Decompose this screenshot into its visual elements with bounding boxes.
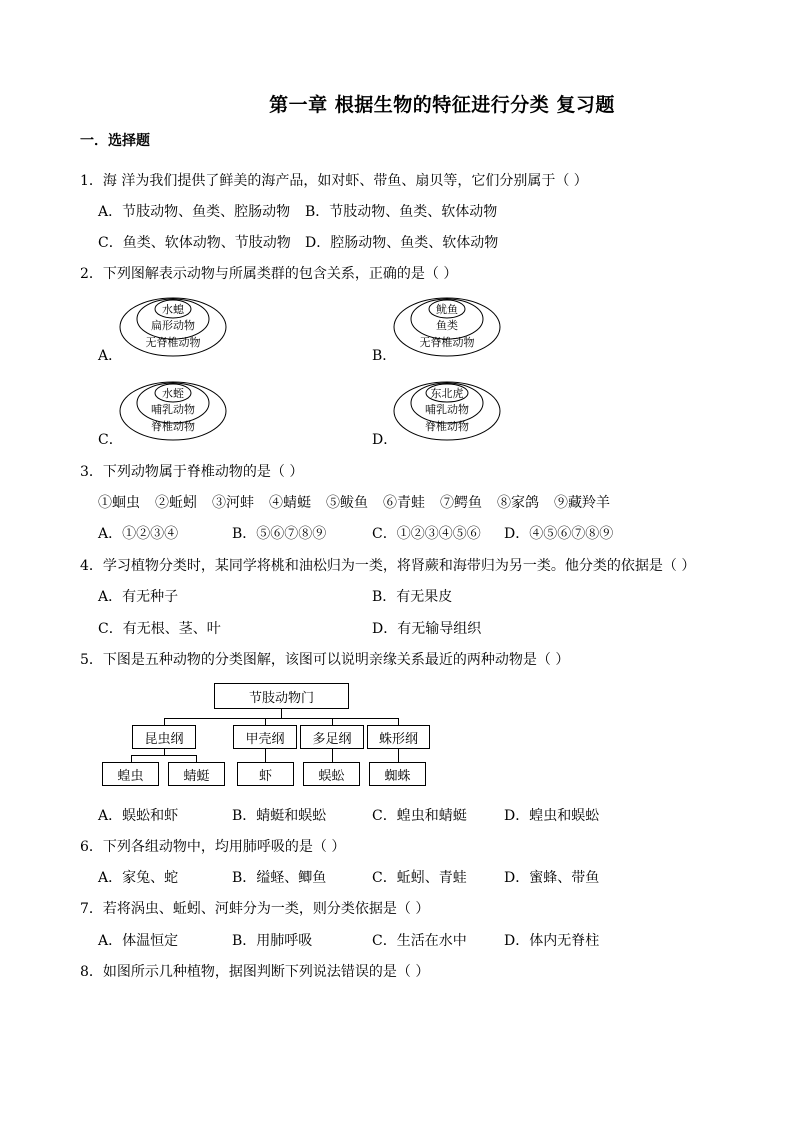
q4-option-d[interactable]: D．有无输导组织: [372, 621, 482, 637]
q1-option-d[interactable]: D．腔肠动物、鱼类、软体动物: [305, 235, 499, 251]
q3-item: ⑦鳄鱼: [440, 495, 482, 511]
q2d-inner-label: 东北虎: [430, 387, 464, 400]
q3-item: ⑤鲅鱼: [326, 495, 368, 511]
q3-option-b[interactable]: B．⑤⑥⑦⑧⑨: [232, 526, 327, 542]
question-2-stem: 2．下列图解表示动物与所属类群的包含关系，正确的是（ ）: [80, 266, 458, 282]
tree-animal-dragonfly: 蜻蜓: [168, 762, 225, 786]
tree-connector: [265, 749, 266, 762]
q3-item: ①蛔虫: [98, 495, 140, 511]
q2-diagram-a: [118, 296, 228, 362]
q4-option-c[interactable]: C．有无根、茎、叶: [98, 621, 221, 637]
tree-connector: [265, 718, 266, 725]
q6-option-a[interactable]: A．家兔、蛇: [98, 870, 179, 886]
q2c-mid-label: 哺乳动物: [151, 403, 195, 416]
q1-option-b[interactable]: B．节肢动物、鱼类、软体动物: [305, 204, 498, 220]
q2-diagram-c: [118, 380, 228, 446]
tree-connector: [164, 718, 398, 719]
tree-class-insecta: 昆虫纲: [132, 725, 196, 749]
q2a-inner-label: 水螅: [162, 303, 184, 316]
tree-connector: [131, 755, 197, 756]
q7-option-a[interactable]: A．体温恒定: [98, 933, 179, 949]
q1-option-a[interactable]: A．节肢动物、鱼类、腔肠动物: [98, 204, 291, 220]
section-heading: 一．选择题: [80, 133, 150, 149]
question-6-stem: 6．下列各组动物中，均用肺呼吸的是（ ）: [80, 839, 346, 855]
question-4-stem: 4．学习植物分类时，某同学将桃和油松归为一类，将肾蕨和海带归为另一类。他分类的依据是（ ）: [80, 558, 696, 574]
question-1-stem: 1．海 洋为我们提供了鲜美的海产品，如对虾、带鱼、扇贝等，它们分别属于（ ）: [80, 173, 588, 189]
q7-option-b[interactable]: B．用肺呼吸: [232, 933, 313, 949]
question-7-stem: 7．若将涡虫、蚯蚓、河蚌分为一类，则分类依据是（ ）: [80, 901, 430, 917]
q2-option-b-label[interactable]: B．: [372, 348, 397, 364]
tree-root-phylum: 节肢动物门: [214, 683, 349, 709]
q5-option-c[interactable]: C．蝗虫和蜻蜓: [372, 808, 467, 824]
q2b-outer-label: 无脊椎动物: [419, 336, 475, 349]
q2-option-c-label[interactable]: C．: [98, 432, 123, 448]
q3-option-a[interactable]: A．①②③④: [98, 526, 179, 542]
q3-option-d[interactable]: D．④⑤⑥⑦⑧⑨: [504, 526, 614, 542]
tree-connector: [398, 749, 399, 762]
page-title: 第一章 根据生物的特征进行分类 复习题: [269, 94, 615, 116]
q7-option-c[interactable]: C．生活在水中: [372, 933, 467, 949]
q3-item: ③河蚌: [212, 495, 254, 511]
q6-option-c[interactable]: C．蚯蚓、青蛙: [372, 870, 467, 886]
tree-connector: [281, 709, 282, 718]
q2c-outer-label: 脊椎动物: [151, 420, 195, 433]
q2d-mid-label: 哺乳动物: [425, 403, 469, 416]
q2-option-d-label[interactable]: D．: [372, 432, 398, 448]
q5-option-b[interactable]: B．蜻蜓和蜈蚣: [232, 808, 327, 824]
question-3-stem: 3．下列动物属于脊椎动物的是（ ）: [80, 464, 304, 480]
tree-connector: [332, 718, 333, 725]
tree-class-myriapoda: 多足纲: [300, 725, 364, 749]
q4-option-a[interactable]: A．有无种子: [98, 589, 179, 605]
q7-option-d[interactable]: D．体内无脊柱: [504, 933, 600, 949]
tree-animal-centipede: 蜈蚣: [303, 762, 360, 786]
q1-option-c[interactable]: C．鱼类、软体动物、节肢动物: [98, 235, 291, 251]
q3-item: ②蚯蚓: [155, 495, 197, 511]
q2a-outer-label: 无脊椎动物: [145, 336, 201, 349]
tree-animal-locust: 蝗虫: [102, 762, 159, 786]
q3-item: ⑧家鸽: [497, 495, 539, 511]
q6-option-b[interactable]: B．缢蛏、鲫鱼: [232, 870, 327, 886]
tree-connector: [398, 718, 399, 725]
tree-animal-spider: 蜘蛛: [369, 762, 426, 786]
q2c-inner-label: 水蛭: [162, 387, 184, 400]
tree-connector: [131, 755, 132, 762]
q2-diagram-b: [392, 296, 502, 362]
tree-connector: [164, 718, 165, 725]
q5-option-d[interactable]: D．蝗虫和蜈蚣: [504, 808, 600, 824]
tree-connector: [332, 749, 333, 762]
q2b-inner-label: 鱿鱼: [436, 303, 458, 316]
q2-diagram-d: [392, 380, 502, 446]
question-8-stem: 8．如图所示几种植物，据图判断下列说法错误的是（ ）: [80, 964, 430, 980]
q5-option-a[interactable]: A．蜈蚣和虾: [98, 808, 179, 824]
q2-option-a-label[interactable]: A．: [98, 348, 123, 364]
q3-option-c[interactable]: C．①②③④⑤⑥: [372, 526, 481, 542]
q4-option-b[interactable]: B．有无果皮: [372, 589, 453, 605]
q2a-mid-label: 扁形动物: [151, 319, 195, 332]
tree-connector: [196, 755, 197, 762]
q2b-mid-label: 鱼类: [436, 319, 458, 332]
question-5-stem: 5．下图是五种动物的分类图解，该图可以说明亲缘关系最近的两种动物是（ ）: [80, 652, 570, 668]
q3-item: ④蜻蜓: [269, 495, 311, 511]
q2d-outer-label: 脊椎动物: [425, 420, 469, 433]
q3-item: ⑨藏羚羊: [554, 495, 610, 511]
tree-class-arachnida: 蛛形纲: [367, 725, 430, 749]
tree-animal-shrimp: 虾: [237, 762, 294, 786]
q6-option-d[interactable]: D．蜜蜂、带鱼: [504, 870, 600, 886]
q3-item: ⑥青蛙: [383, 495, 425, 511]
tree-class-crustacea: 甲壳纲: [233, 725, 297, 749]
